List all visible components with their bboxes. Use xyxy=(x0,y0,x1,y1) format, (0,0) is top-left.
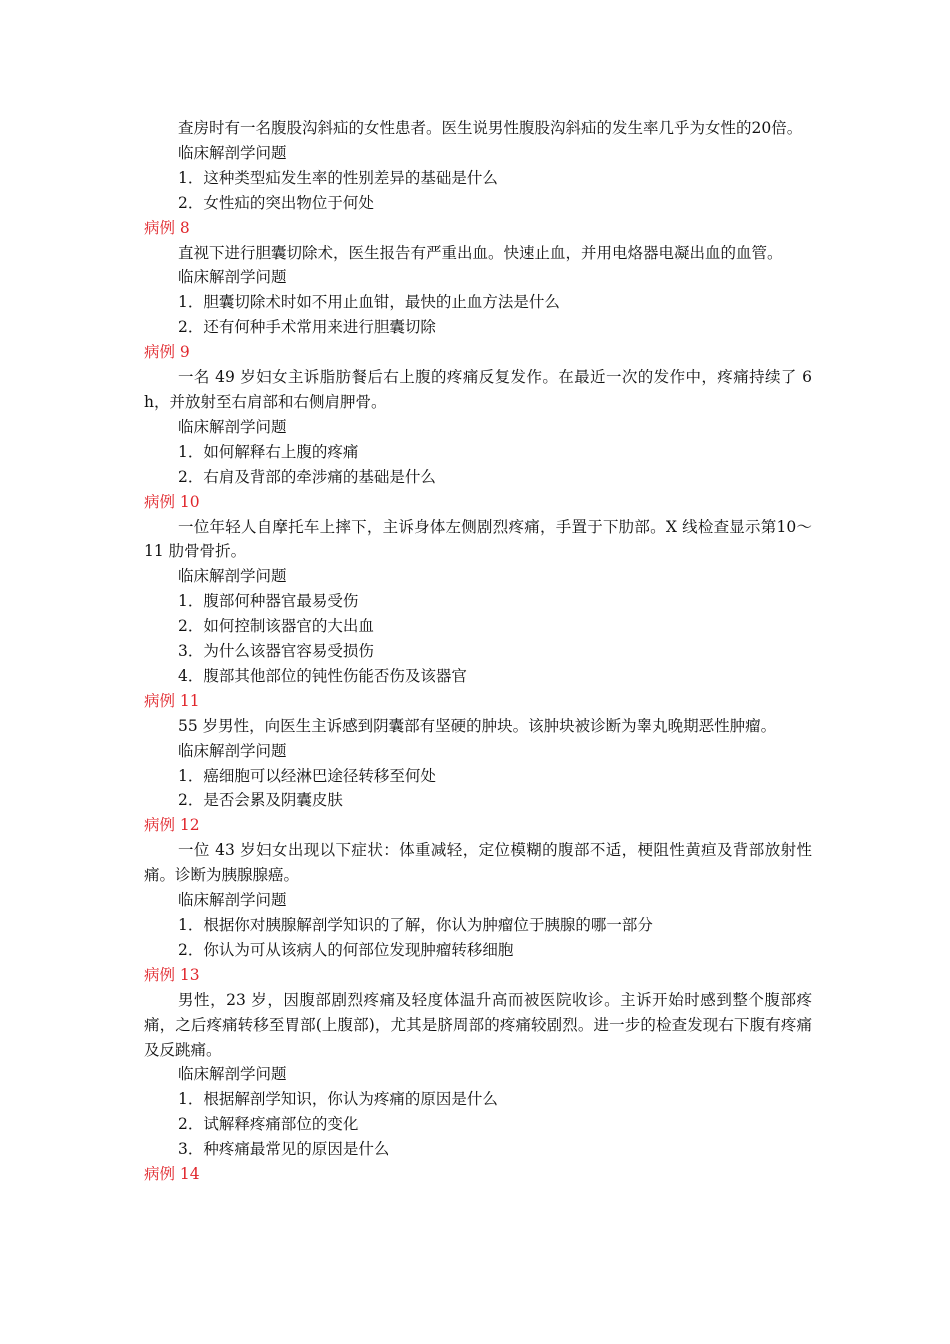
case-title: 病例 10 xyxy=(144,492,200,511)
question-item: 1．这种类型疝发生率的性别差异的基础是什么 xyxy=(178,168,498,187)
case-description: 男性，23 岁，因腹部剧烈疼痛及轻度体温升高而被医院收诊。主诉开始时感到整个腹部疼痛，之后疼痛转移至胃部(上腹部)，尤其是脐周部的疼痛较剧烈。进一步的检查发现右下腹有疼痛及反跳痛。 xyxy=(144,990,812,1059)
questions-heading: 临床解剖学问题 xyxy=(178,417,287,436)
questions-heading: 临床解剖学问题 xyxy=(178,143,287,162)
document-page xyxy=(144,116,812,1187)
question-item: 4．腹部其他部位的钝性伤能否伤及该器官 xyxy=(178,666,467,685)
case-description: 55 岁男性，向医生主诉感到阴囊部有坚硬的肿块。该肿块被诊断为睾丸晚期恶性肿瘤。 xyxy=(178,716,777,735)
questions-heading: 临床解剖学问题 xyxy=(178,567,287,586)
question-item: 1．根据解剖学知识，你认为疼痛的原因是什么 xyxy=(178,1090,498,1109)
question-item: 2．是否会累及阴囊皮肤 xyxy=(178,791,343,810)
case-title: 病例 9 xyxy=(144,343,190,362)
question-item: 3．为什么该器官容易受损伤 xyxy=(178,642,374,661)
case-description: 直视下进行胆囊切除术，医生报告有严重出血。快速止血，并用电烙器电凝出血的血管。 xyxy=(178,243,783,262)
question-item: 1．如何解释右上腹的疼痛 xyxy=(178,442,359,461)
questions-heading: 临床解剖学问题 xyxy=(178,891,287,910)
question-item: 2．右肩及背部的牵涉痛的基础是什么 xyxy=(178,467,436,486)
case-description: 一位年轻人自摩托车上摔下，主诉身体左侧剧烈疼痛，手置于下肋部。X 线检查显示第10～11 肋骨骨折。 xyxy=(144,517,812,561)
case-description: 查房时有一名腹股沟斜疝的女性患者。医生说男性腹股沟斜疝的发生率几乎为女性的20倍。 xyxy=(178,119,803,137)
question-item: 1．根据你对胰腺解剖学知识的了解，你认为肿瘤位于胰腺的哪一部分 xyxy=(178,916,653,934)
questions-heading: 临床解剖学问题 xyxy=(178,1065,287,1084)
question-item: 2．女性疝的突出物位于何处 xyxy=(178,193,374,212)
question-item: 1．腹部何种器官最易受伤 xyxy=(178,592,359,611)
question-item: 2．还有何种手术常用来进行胆囊切除 xyxy=(178,318,436,337)
question-item: 2．如何控制该器官的大出血 xyxy=(178,617,374,636)
questions-heading: 临床解剖学问题 xyxy=(178,741,287,760)
case-title: 病例 14 xyxy=(144,1165,200,1184)
case-description: 一名 49 岁妇女主诉脂肪餐后右上腹的疼痛反复发作。在最近一次的发作中，疼痛持续了 6h，并放射至右肩部和右侧肩胛骨。 xyxy=(144,368,812,411)
question-item: 2．你认为可从该病人的何部位发现肿瘤转移细胞 xyxy=(178,940,514,959)
question-item: 2．试解释疼痛部位的变化 xyxy=(178,1115,359,1134)
case-title: 病例 11 xyxy=(144,691,200,710)
case-description: 一位 43 岁妇女出现以下症状：体重减轻，定位模糊的腹部不适，梗阻性黄疸及背部放射性痛。诊断为胰腺腺癌。 xyxy=(144,841,812,885)
question-item: 3．种疼痛最常见的原因是什么 xyxy=(178,1140,390,1159)
questions-heading: 临床解剖学问题 xyxy=(178,268,287,287)
case-title: 病例 13 xyxy=(144,965,200,984)
case-title: 病例 12 xyxy=(144,816,200,835)
question-item: 1．胆囊切除术时如不用止血钳，最快的止血方法是什么 xyxy=(178,293,560,312)
question-item: 1．癌细胞可以经淋巴途径转移至何处 xyxy=(178,766,436,785)
case-title: 病例 8 xyxy=(144,218,190,237)
